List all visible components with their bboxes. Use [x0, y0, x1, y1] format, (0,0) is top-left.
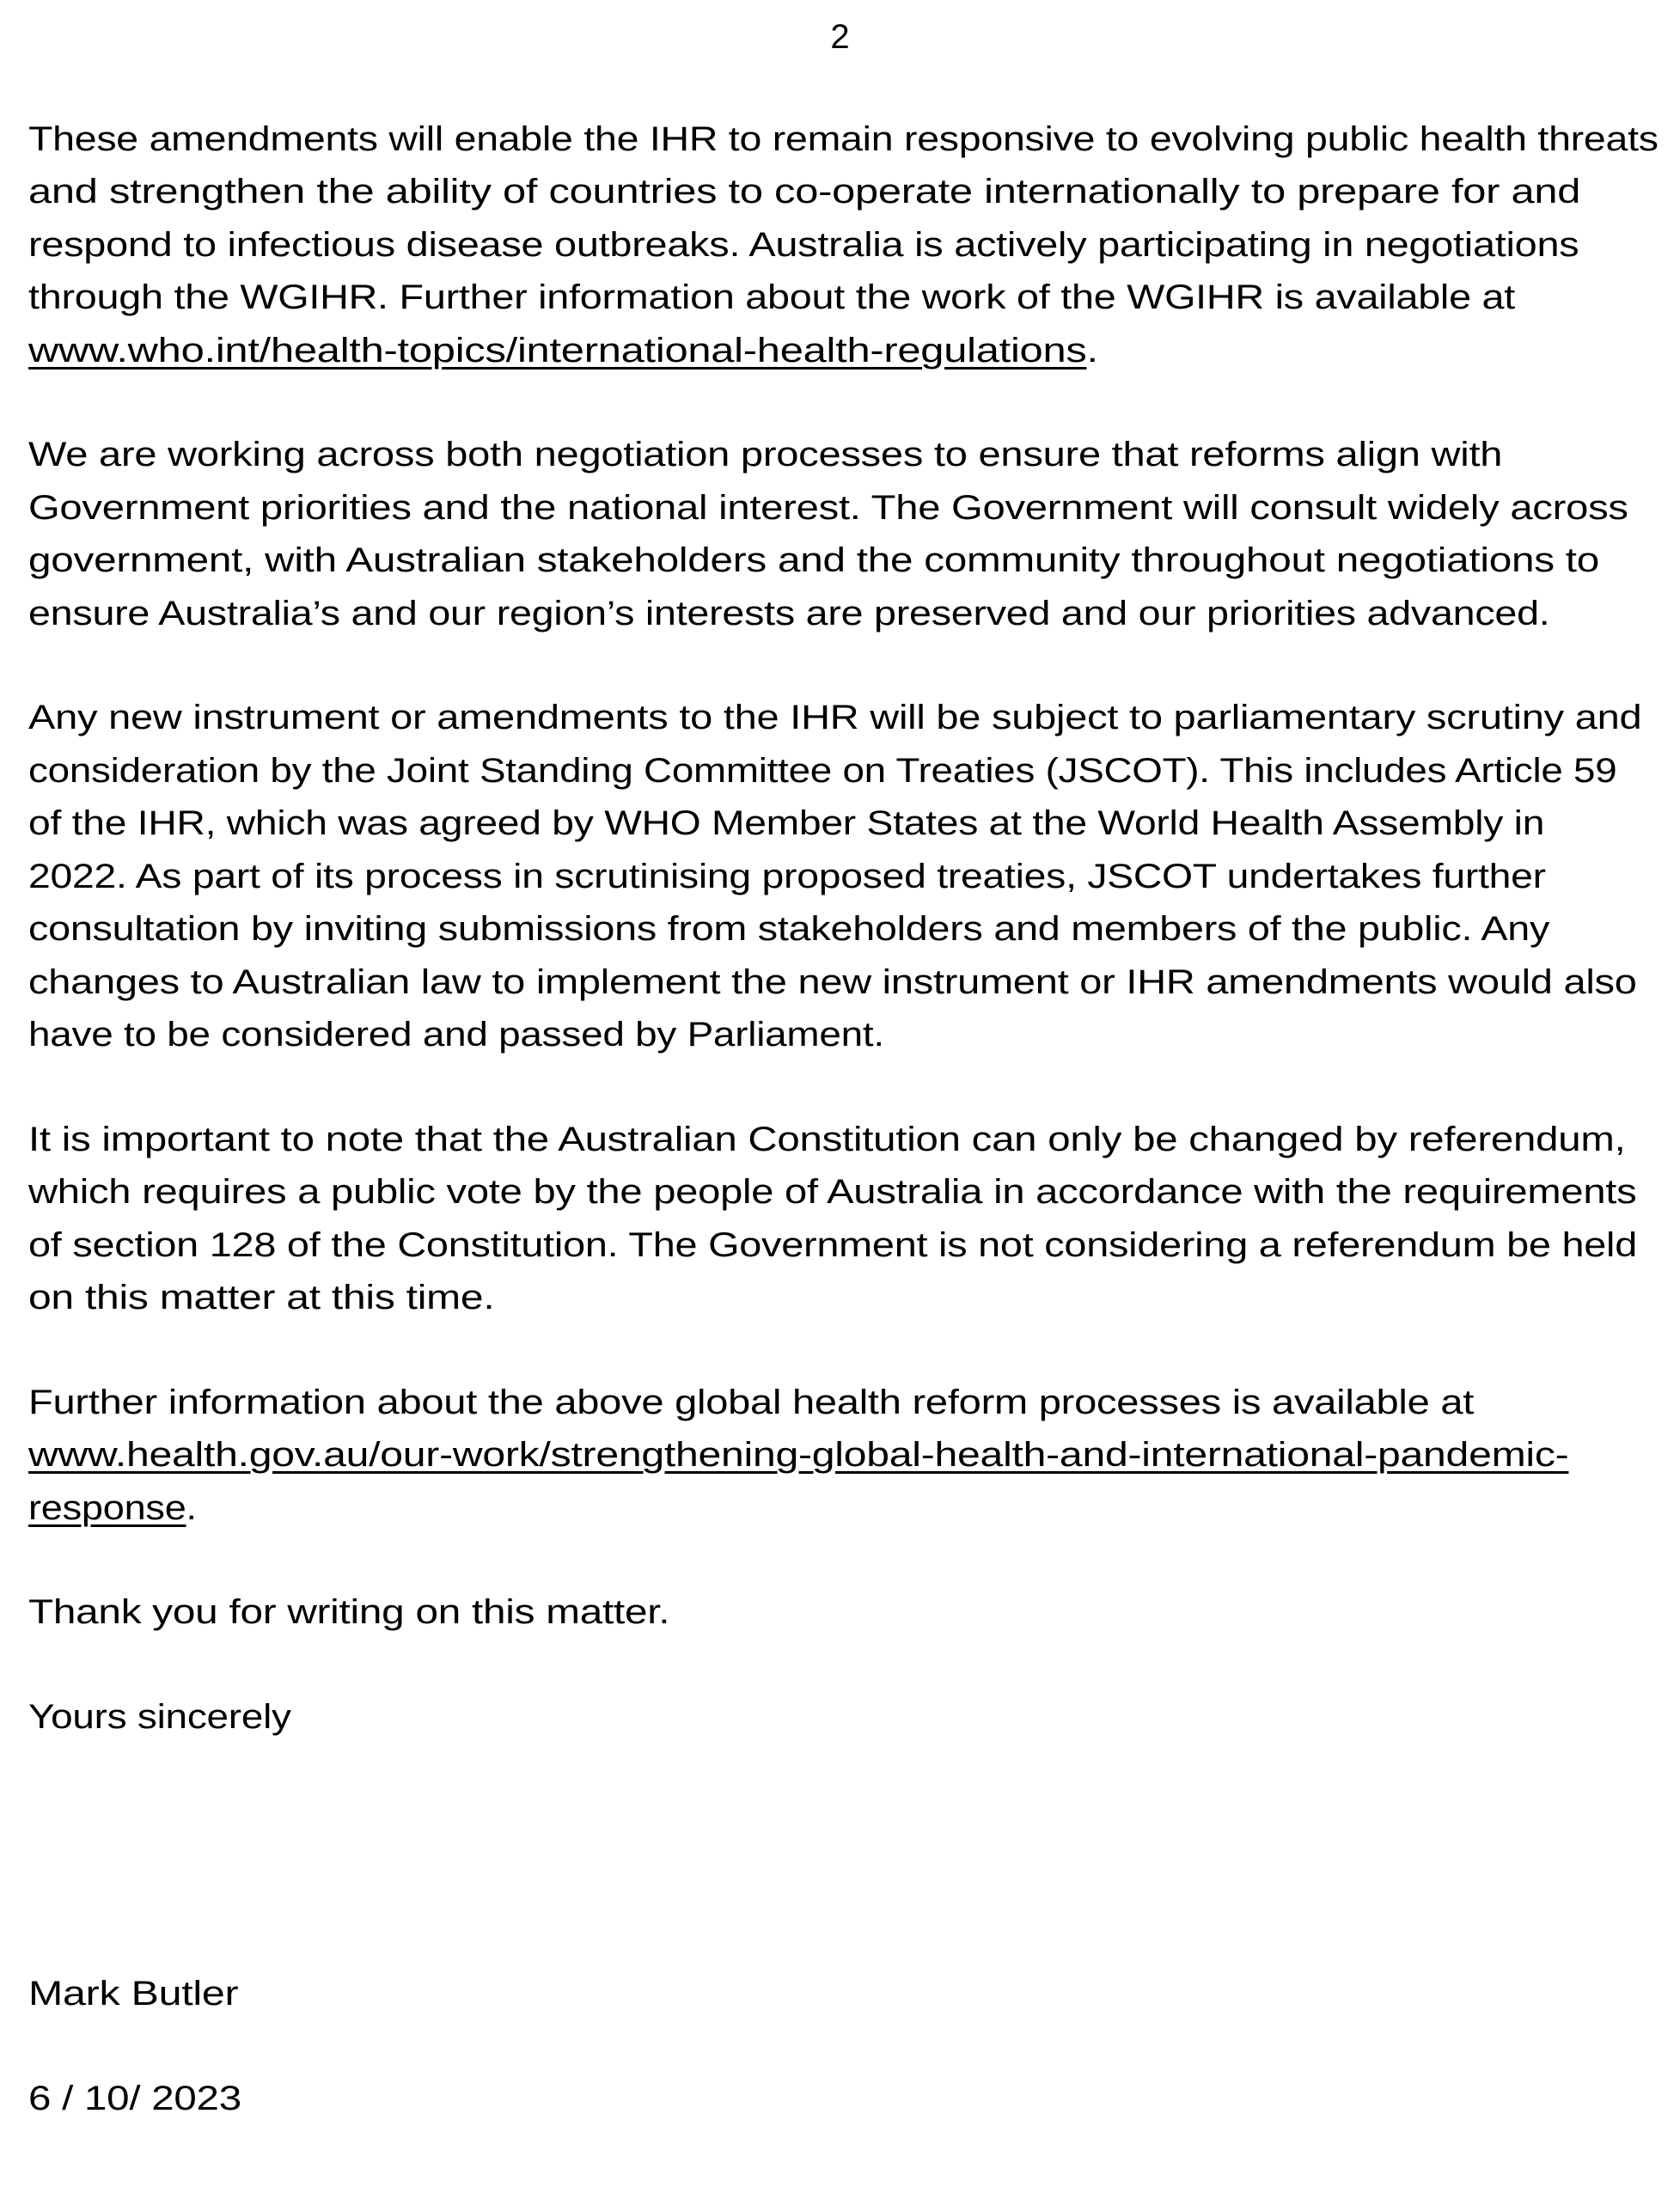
paragraph-5-link-line-2	[28, 1488, 197, 1528]
paragraph-3-line-1: Any new instrument or amendments to the IHR will be subject to parliamentary scrutiny and	[28, 699, 1642, 736]
paragraph-5-link-line-1	[28, 1435, 1568, 1475]
paragraph-3-line-5: consultation by inviting submissions from stakeholders and members of the public. Any	[28, 910, 1550, 948]
paragraph-1-line-1: These amendments will enable the IHR to remain responsive to evolving public health threats	[28, 120, 1659, 158]
paragraph-4-line-3: of section 128 of the Constitution. The Government is not considering a referendum be held	[28, 1226, 1638, 1264]
paragraph-1-line-3: respond to infectious disease outbreaks. Australia is actively participating in negotiations	[28, 226, 1579, 264]
paragraph-4-line-1: It is important to note that the Australian Constitution can only be changed by referendum,	[28, 1121, 1626, 1158]
paragraph-1-line-2: and strengthen the ability of countries to co-operate internationally to prepare for and	[28, 173, 1581, 211]
paragraph-5-line-1: Further information about the above global health reform processes is available at	[28, 1384, 1475, 1421]
paragraph-2-line-4: ensure Australia’s and our region’s interests are preserved and our priorities advanced.	[28, 595, 1550, 632]
page-number: 2	[830, 18, 850, 56]
who-ihr-link[interactable]: www.who.int/health-topics/international-health-regulations	[28, 332, 1087, 370]
paragraph-1-link-line	[28, 331, 1098, 370]
paragraph-4-line-4: on this matter at this time.	[28, 1279, 495, 1316]
health-gov-au-link[interactable]: www.health.gov.au/our-work/strengthening-global-health-and-international-pandemic-	[28, 1436, 1569, 1474]
health-gov-au-link-continued[interactable]: response	[28, 1489, 186, 1527]
paragraph-2-line-3: government, with Australian stakeholders and the community throughout negotiations to	[28, 541, 1600, 579]
closing-thanks: Thank you for writing on this matter.	[28, 1593, 670, 1631]
letter-date: 6 / 10/ 2023	[28, 2080, 241, 2117]
paragraph-3-line-6: changes to Australian law to implement the new instrument or IHR amendments would also	[28, 963, 1637, 1001]
link-trailing-period: .	[186, 1489, 197, 1527]
paragraph-3-line-3: of the IHR, which was agreed by WHO Member States at the World Health Assembly in	[28, 804, 1545, 842]
closing-sign-off: Yours sincerely	[28, 1698, 291, 1736]
link-trailing-period: .	[1086, 332, 1098, 370]
paragraph-1-line-4: through the WGIHR. Further information about the work of the WGIHR is available at	[28, 278, 1516, 316]
paragraph-2-line-2: Government priorities and the national interest. The Government will consult widely across	[28, 489, 1628, 527]
signatory-name: Mark Butler	[28, 1975, 239, 2013]
paragraph-2-line-1: We are working across both negotiation processes to ensure that reforms align with	[28, 436, 1503, 473]
paragraph-3-line-7: have to be considered and passed by Parliament.	[28, 1016, 884, 1054]
paragraph-3-line-2: consideration by the Joint Standing Committee on Treaties (JSCOT). This includes Article 59	[28, 752, 1617, 790]
paragraph-3-line-4: 2022. As part of its process in scrutinising proposed treaties, JSCOT undertakes further	[28, 858, 1546, 895]
paragraph-4-line-2: which requires a public vote by the people of Australia in accordance with the requirements	[28, 1173, 1637, 1211]
